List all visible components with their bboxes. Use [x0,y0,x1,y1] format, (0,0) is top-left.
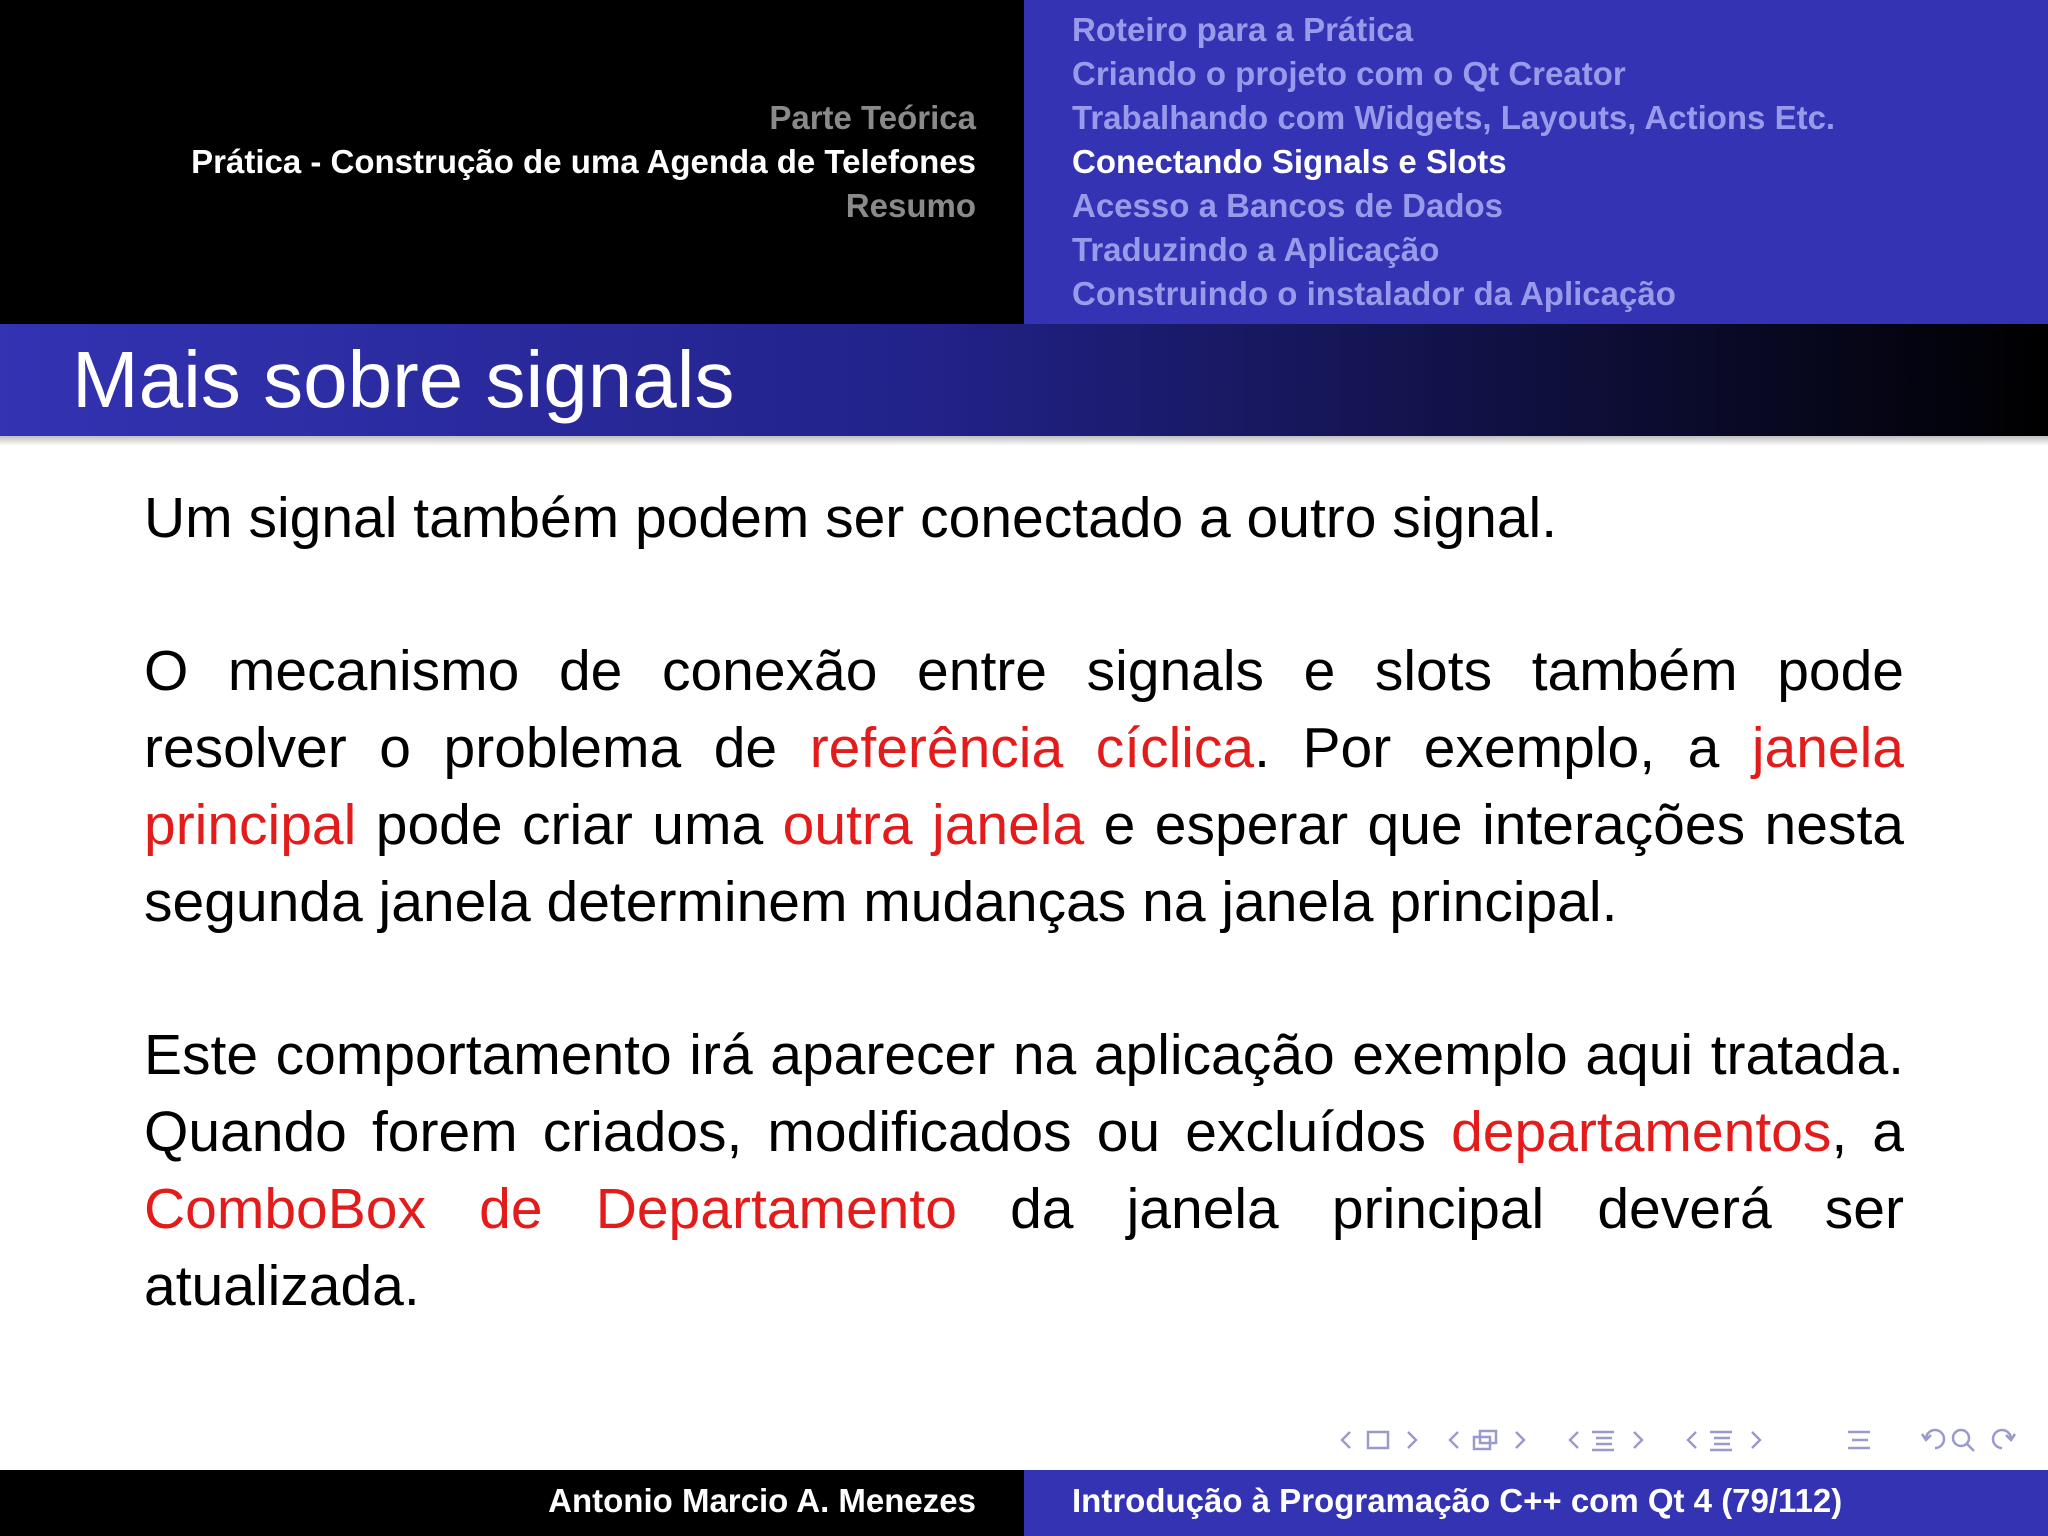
highlight-outra-janela: outra janela [782,793,1085,857]
nav-search-icon[interactable] [1953,1430,2015,1451]
paragraph-2 [144,633,1904,941]
nav-back-icon[interactable] [1922,1430,1944,1448]
subsection-traduzindo[interactable]: Traduzindo a Aplicação [1072,231,1440,268]
nav-prev-subsection-icon[interactable] [1570,1432,1578,1448]
footer-author: Antonio Marcio A. Menezes [548,1482,976,1519]
nav-frame-icon[interactable] [1368,1432,1388,1448]
highlight-referencia-ciclica: referência cíclica [809,716,1255,780]
nav-prev-subsubsection-icon[interactable] [1688,1432,1696,1448]
footer-author-panel [0,1470,1024,1536]
p2-text-2: . Por exemplo, a [1254,716,1752,780]
subsection-bancos-dados[interactable]: Acesso a Bancos de Dados [1072,187,1503,224]
p2-text-4: e esperar que interações nesta segunda janela determinem mudanças na janela principal. [144,793,1904,934]
footer-talk-title: Introdução à Programação C++ com Qt 4 (79/112) [1072,1482,1843,1519]
nav-prev-frame-icon[interactable] [1342,1432,1350,1448]
subsection-signals-slots[interactable]: Conectando Signals e Slots [1072,143,1507,180]
p3-text-1: Este comportamento irá aparecer na aplicação exemplo aqui tratada. Quando forem criados, modificados ou excluídos [144,1023,1904,1164]
slide-body [144,480,1904,1401]
subsection-roteiro[interactable]: Roteiro para a Prática [1072,11,1414,48]
beamer-navigation-symbols [1330,1420,2030,1460]
nav-section-icon[interactable] [1474,1431,1496,1449]
section-nav [0,96,976,228]
subsection-nav [1072,8,2032,316]
nav-next-subsection-icon[interactable] [1634,1432,1642,1448]
paragraph-1-text: Um signal também podem ser conectado a outro signal. [144,486,1558,550]
subsection-instalador[interactable]: Construindo o instalador da Aplicação [1072,275,1676,312]
nav-next-frame-icon[interactable] [1408,1432,1416,1448]
subsection-widgets-layouts[interactable]: Trabalhando com Widgets, Layouts, Actions Etc. [1072,99,1836,136]
section-parte-teorica[interactable]: Parte Teórica [769,99,976,136]
highlight-janela-principal: janela principal [144,716,1904,857]
nav-subsection-icon[interactable] [1592,1432,1614,1450]
slide-title: Mais sobre signals [72,335,735,424]
footer [0,1470,2048,1536]
paragraph-1 [144,480,1904,557]
nav-next-section-icon[interactable] [1516,1432,1524,1448]
paragraph-3 [144,1017,1904,1325]
highlight-combobox-departamento: ComboBox de Departamento [144,1177,957,1241]
header-sections-panel [0,0,1024,324]
highlight-departamentos: departamentos [1451,1100,1832,1164]
title-bar-shadow [0,436,2048,446]
p3-text-2: , a [1831,1100,1905,1164]
nav-next-subsubsection-icon[interactable] [1752,1432,1760,1448]
nav-subsubsection-icon[interactable] [1710,1432,1732,1450]
p2-text-3: pode criar uma [356,793,783,857]
footer-title-panel [1024,1470,2048,1536]
subsection-criando-projeto[interactable]: Criando o projeto com o Qt Creator [1072,55,1626,92]
navigation-symbols-svg [1330,1420,2030,1460]
nav-prev-section-icon[interactable] [1450,1432,1458,1448]
header [0,0,2048,324]
p2-text-1: O mecanismo de conexão entre signals e slots também pode resolver o problema de [144,639,1904,780]
nav-outline-icon[interactable] [1848,1432,1870,1448]
section-resumo[interactable]: Resumo [845,187,976,224]
section-pratica[interactable]: Prática - Construção de uma Agenda de Telefones [191,143,976,180]
p3-text-3: da janela principal deverá ser atualizada. [144,1177,1904,1318]
